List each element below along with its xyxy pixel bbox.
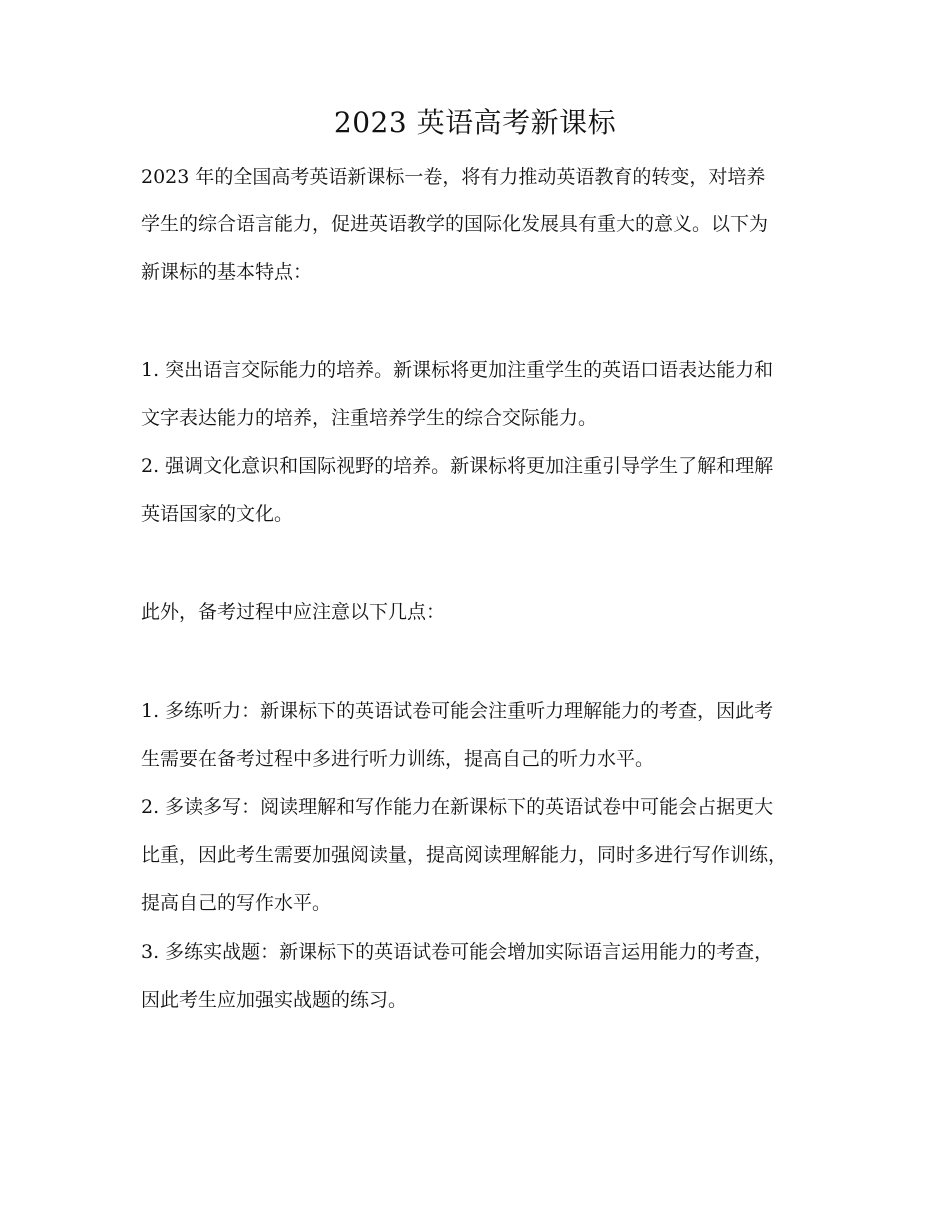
feature-item-1-line-1: 1. 突出语言交际能力的培养。新课标将更加注重学生的英语口语表达能力和 <box>141 359 774 381</box>
feature-item-2-line-1: 2. 强调文化意识和国际视野的培养。新课标将更加注重引导学生了解和理解 <box>141 455 774 477</box>
feature-item-2-line-2: 英语国家的文化。 <box>141 503 294 525</box>
intro-paragraph-line-3: 新课标的基本特点： <box>141 261 313 283</box>
intro-paragraph-line-1: 2023 年的全国高考英语新课标一卷，将有力推动英语教育的转变，对培养 <box>141 166 766 188</box>
tip-item-2-line-1: 2. 多读多写：阅读理解和写作能力在新课标下的英语试卷中可能会占据更大 <box>141 796 774 818</box>
tip-item-1-line-1: 1. 多练听力：新课标下的英语试卷可能会注重听力理解能力的考查，因此考 <box>141 700 774 722</box>
tip-item-2-line-2: 比重，因此考生需要加强阅读量，提高阅读理解能力，同时多进行写作训练， <box>141 844 788 866</box>
page-title: 2023 英语高考新课标 <box>333 106 617 139</box>
tip-item-3-line-2: 因此考生应加强实战题的练习。 <box>141 989 408 1011</box>
feature-item-1-line-2: 文字表达能力的培养，注重培养学生的综合交际能力。 <box>141 407 598 429</box>
tip-item-1-line-2: 生需要在备考过程中多进行听力训练，提高自己的听力水平。 <box>141 748 655 770</box>
intro-paragraph-line-2: 学生的综合语言能力，促进英语教学的国际化发展具有重大的意义。以下为 <box>141 213 769 235</box>
tips-intro-line: 此外，备考过程中应注意以下几点： <box>141 601 446 623</box>
tip-item-2-line-3: 提高自己的写作水平。 <box>141 892 332 914</box>
tip-item-3-line-1: 3. 多练实战题：新课标下的英语试卷可能会增加实际语言运用能力的考查， <box>141 941 774 963</box>
